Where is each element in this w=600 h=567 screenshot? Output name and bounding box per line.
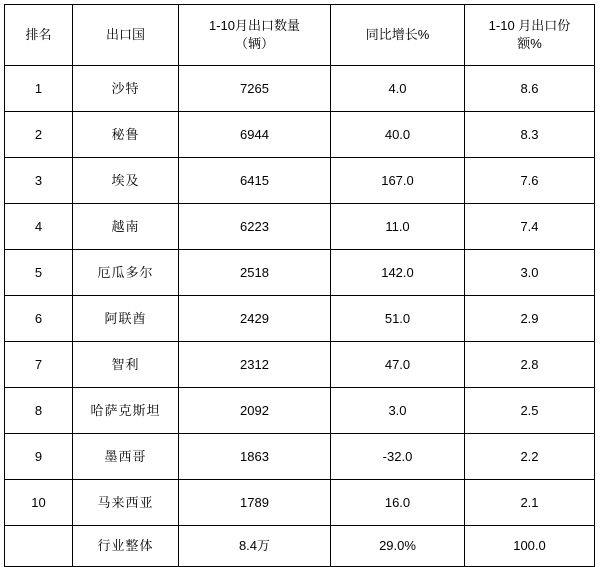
cell-total-quantity: 8.4万: [179, 526, 331, 567]
cell-quantity: 1789: [179, 480, 331, 526]
table-row: [5, 342, 595, 388]
column-header-share-line1: 1-10 月出口份: [488, 18, 571, 34]
table-row: [5, 388, 595, 434]
cell-rank: 7: [5, 342, 73, 388]
cell-growth: 11.0: [331, 204, 465, 250]
column-header-country: [73, 5, 179, 66]
column-header-rank: [5, 5, 73, 66]
cell-growth: 16.0: [331, 480, 465, 526]
cell-country: 阿联酋: [73, 296, 179, 342]
cell-total-growth: 29.0%: [331, 526, 465, 567]
column-header-growth: [331, 5, 465, 66]
table-row: [5, 204, 595, 250]
cell-growth: 40.0: [331, 112, 465, 158]
cell-country: 厄瓜多尔: [73, 250, 179, 296]
table-row: [5, 434, 595, 480]
cell-quantity: 2518: [179, 250, 331, 296]
column-header-quantity-line2: （辆）: [234, 36, 274, 51]
cell-share: 7.6: [465, 158, 595, 204]
cell-country: 哈萨克斯坦: [73, 388, 179, 434]
column-header-quantity: [179, 5, 331, 66]
cell-share: 3.0: [465, 250, 595, 296]
column-header-share-line2: 额%: [517, 36, 542, 51]
cell-quantity: 6415: [179, 158, 331, 204]
export-ranking-table: [4, 4, 595, 567]
table-row: [5, 158, 595, 204]
table-row: [5, 480, 595, 526]
cell-rank: 8: [5, 388, 73, 434]
cell-country: 马来西亚: [73, 480, 179, 526]
cell-share: 7.4: [465, 204, 595, 250]
cell-share: 2.1: [465, 480, 595, 526]
cell-total-share: 100.0: [465, 526, 595, 567]
cell-growth: 51.0: [331, 296, 465, 342]
cell-rank: 2: [5, 112, 73, 158]
cell-quantity: 7265: [179, 66, 331, 112]
cell-rank: 5: [5, 250, 73, 296]
column-header-country-line1: 出口国: [105, 27, 145, 43]
cell-growth: 142.0: [331, 250, 465, 296]
cell-rank: 10: [5, 480, 73, 526]
cell-share: 8.6: [465, 66, 595, 112]
cell-share: 2.9: [465, 296, 595, 342]
cell-share: 2.8: [465, 342, 595, 388]
cell-country: 越南: [73, 204, 179, 250]
cell-growth: 47.0: [331, 342, 465, 388]
cell-rank: 3: [5, 158, 73, 204]
cell-quantity: 2429: [179, 296, 331, 342]
cell-country: 沙特: [73, 66, 179, 112]
column-header-quantity-line1: 1-10月出口数量: [208, 18, 301, 34]
table-row: [5, 296, 595, 342]
cell-total-rank: [5, 526, 73, 567]
column-header-rank-line1: 排名: [25, 27, 52, 43]
cell-country: 秘鲁: [73, 112, 179, 158]
table-body: [5, 66, 595, 567]
cell-rank: 1: [5, 66, 73, 112]
cell-rank: 4: [5, 204, 73, 250]
cell-growth: 167.0: [331, 158, 465, 204]
cell-growth: -32.0: [331, 434, 465, 480]
cell-country: 埃及: [73, 158, 179, 204]
cell-quantity: 2092: [179, 388, 331, 434]
cell-country: 智利: [73, 342, 179, 388]
column-header-share: [465, 5, 595, 66]
cell-rank: 9: [5, 434, 73, 480]
cell-growth: 3.0: [331, 388, 465, 434]
cell-country: 墨西哥: [73, 434, 179, 480]
table-header-row: [5, 5, 595, 66]
cell-growth: 4.0: [331, 66, 465, 112]
cell-rank: 6: [5, 296, 73, 342]
table-row: [5, 250, 595, 296]
table-total-row: [5, 526, 595, 567]
cell-quantity: 2312: [179, 342, 331, 388]
table-row: [5, 112, 595, 158]
cell-share: 2.5: [465, 388, 595, 434]
cell-share: 2.2: [465, 434, 595, 480]
cell-share: 8.3: [465, 112, 595, 158]
table-header: [5, 5, 595, 66]
table-row: [5, 66, 595, 112]
cell-quantity: 1863: [179, 434, 331, 480]
cell-quantity: 6223: [179, 204, 331, 250]
cell-quantity: 6944: [179, 112, 331, 158]
cell-total-label: 行业整体: [73, 526, 179, 567]
column-header-growth-line1: 同比增长%: [365, 27, 430, 43]
